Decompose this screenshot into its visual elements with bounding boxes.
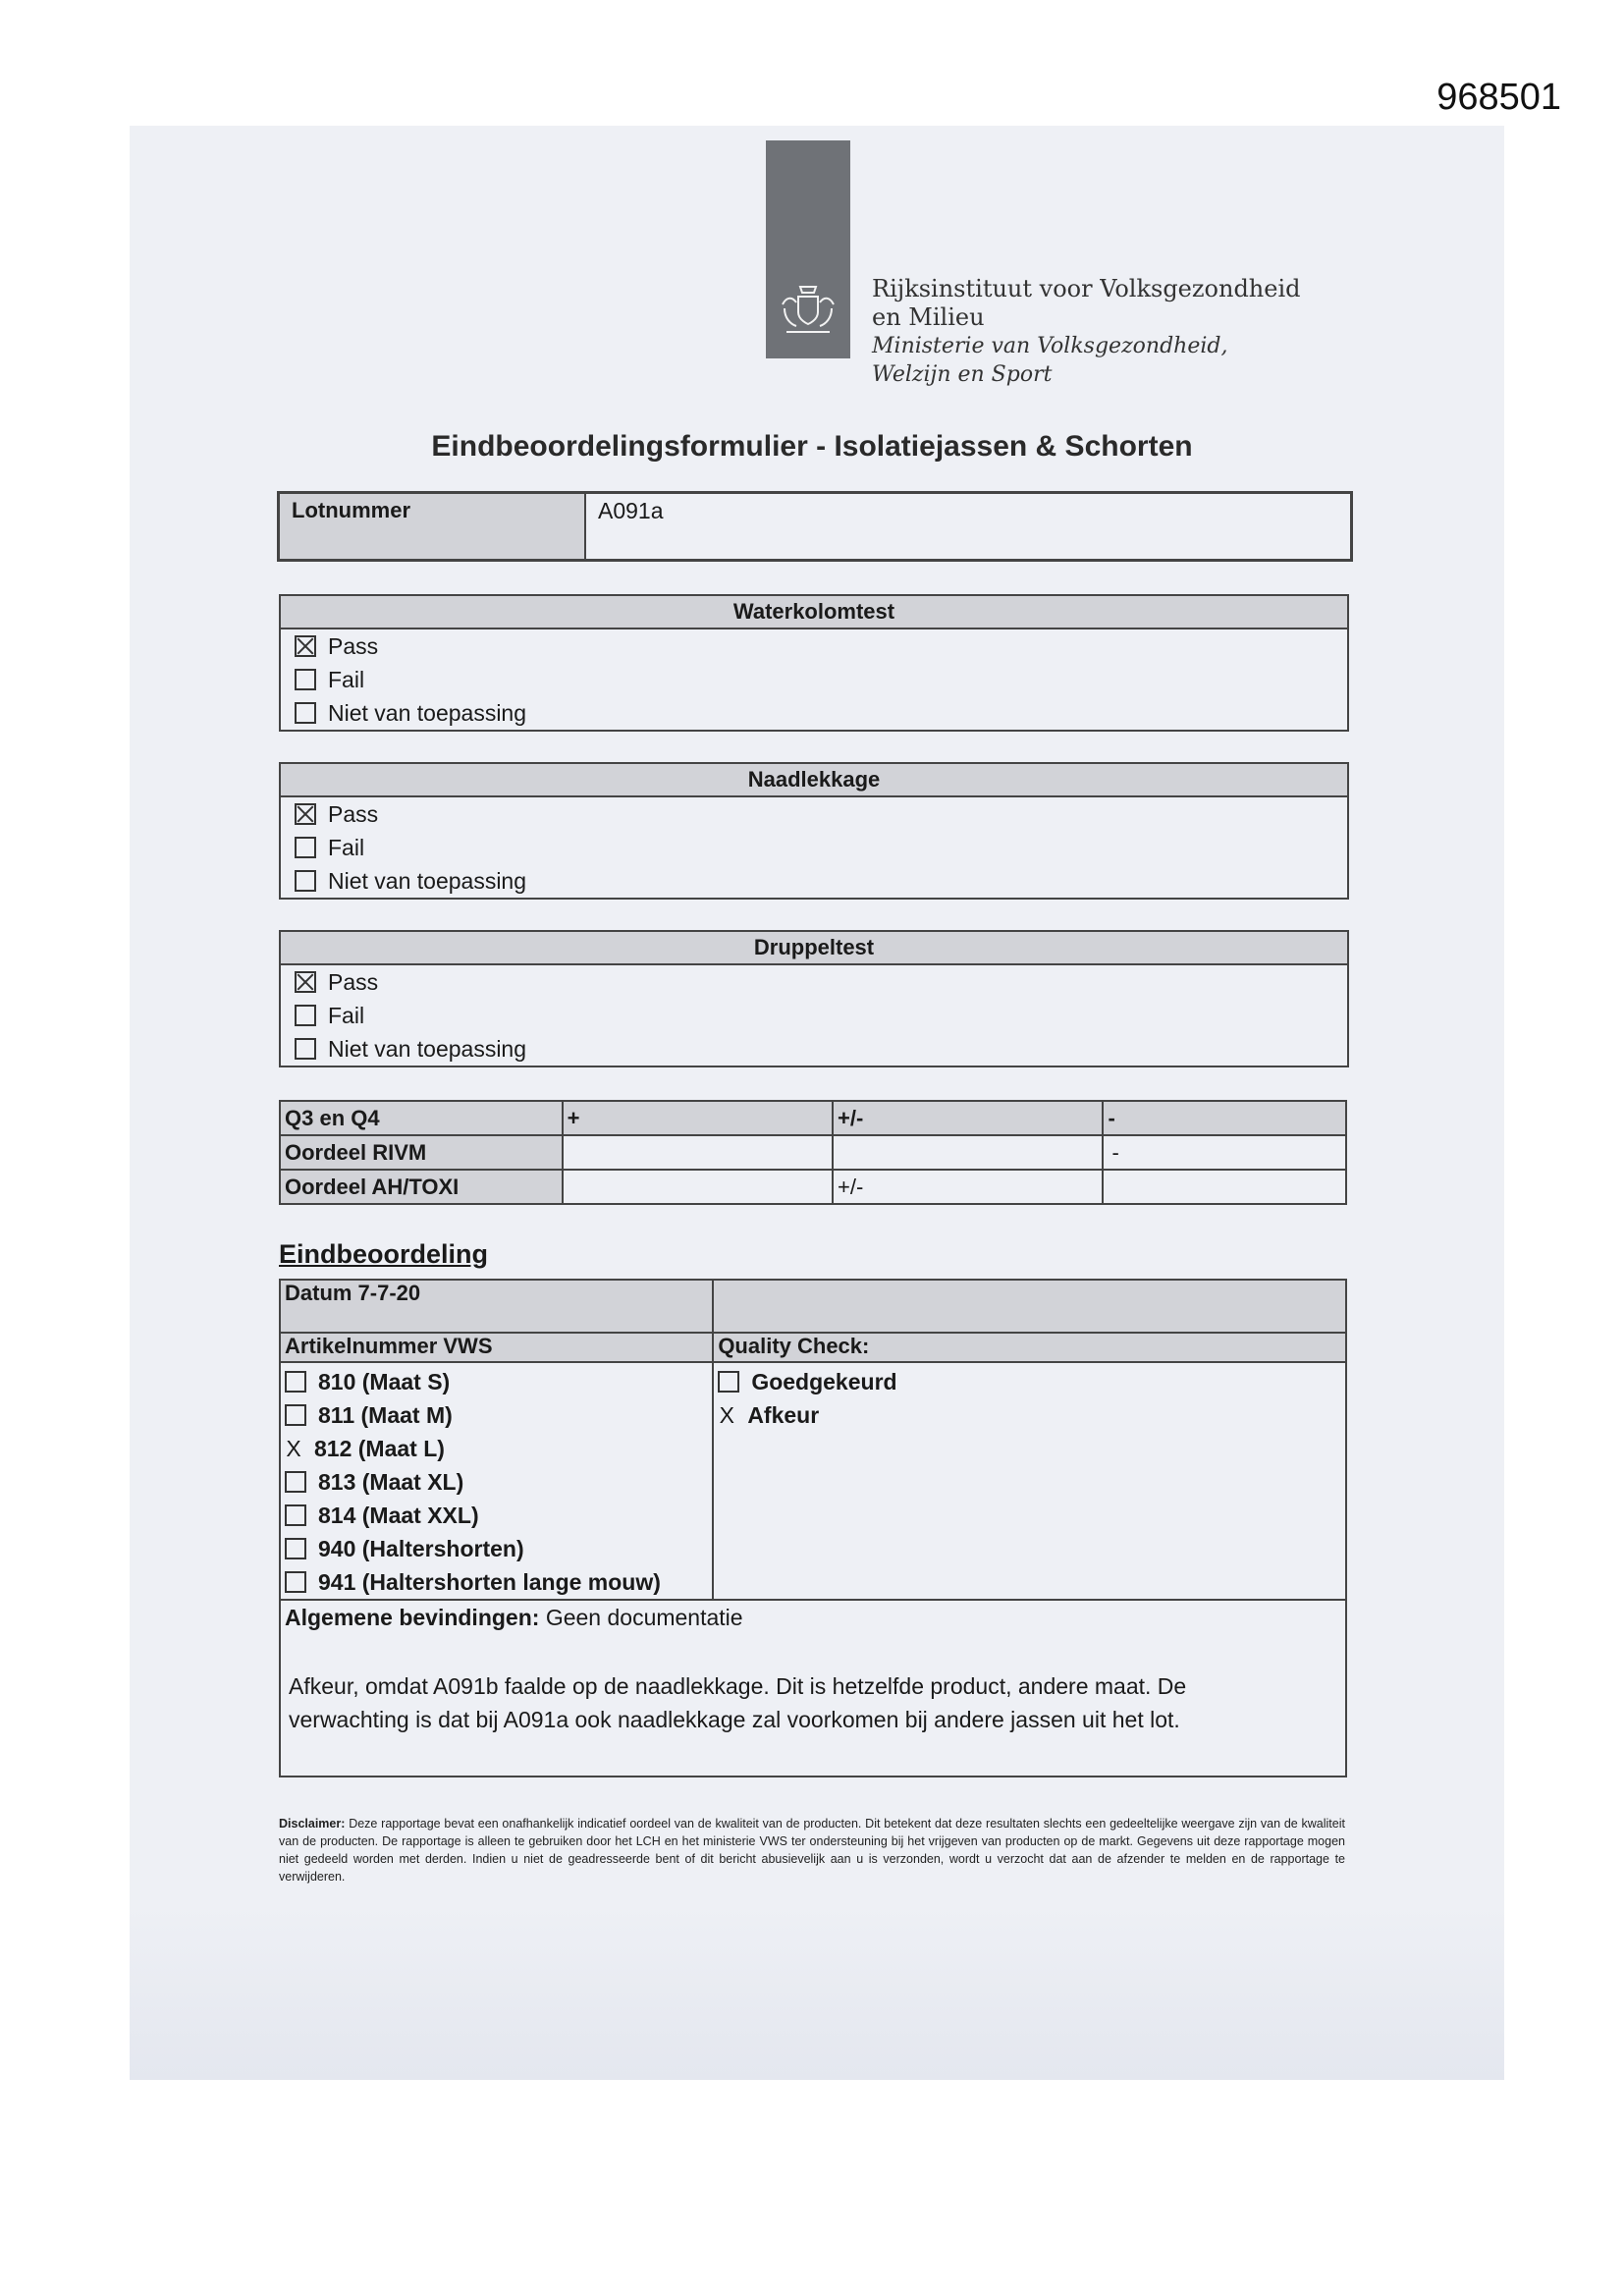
cell[interactable] [1103, 1170, 1346, 1204]
option-pass[interactable]: Pass [281, 965, 1347, 999]
checkbox[interactable] [285, 1371, 306, 1393]
x-mark[interactable]: X [719, 1402, 734, 1428]
findings-label: Algemene bevindingen: [285, 1605, 540, 1630]
option-pass[interactable]: Pass [281, 629, 1347, 663]
checkbox[interactable] [285, 1404, 306, 1426]
table-row [280, 1170, 1346, 1204]
option-pass[interactable]: Pass [281, 797, 1347, 831]
checkbox[interactable] [295, 1038, 316, 1060]
findings-cell[interactable] [280, 1600, 1346, 1777]
checkbox[interactable] [285, 1571, 306, 1593]
option-nvt[interactable]: Niet van toepassing [281, 1032, 1347, 1066]
lot-value[interactable]: A091a [598, 498, 664, 523]
checkbox[interactable] [285, 1504, 306, 1526]
checkbox[interactable] [718, 1371, 739, 1393]
crest-icon [773, 275, 843, 346]
checkbox[interactable] [295, 870, 316, 892]
table-row [280, 1135, 1346, 1170]
articles-list [280, 1362, 713, 1600]
cell: + [563, 1101, 833, 1135]
checkbox[interactable] [285, 1471, 306, 1493]
article-item[interactable]: X 812 (Maat L) [285, 1432, 708, 1465]
test-naadlekkage [279, 762, 1349, 900]
cell: - [1103, 1101, 1346, 1135]
date-cell: Datum 7-7-20 [280, 1280, 713, 1333]
test-title: Druppeltest [281, 932, 1347, 965]
final-title: Eindbeoordeling [279, 1239, 488, 1269]
table-row [280, 1362, 1346, 1600]
lot-box [277, 491, 1353, 562]
test-title: Naadlekkage [281, 764, 1347, 797]
disclaimer: Disclaimer: Deze rapportage bevat een onafhankelijk indicatief oordeel van de kwaliteit van de producten. Dit betekent dat deze resultaten slechts een gedeeltelijke weergave zijn van de kwaliteit van de producten. De rapportage is alleen te gebruiken door het LCH en het ministerie VWS ter ondersteuning bij het vrijgeven van producten op de markt. Gegevens uit deze rapportage mogen niet gedeeld worden met derden. Indien u niet de geadresseerde bent of dit bericht abusievelijk aan u is verzonden, wordt u verzocht dat aan de afzender te melden en de rapportage te verwijderen. [279, 1817, 1345, 1884]
cell[interactable] [833, 1135, 1103, 1170]
article-item[interactable]: 941 (Haltershorten lange mouw) [285, 1565, 708, 1599]
empty-cell [713, 1280, 1346, 1333]
article-item[interactable]: 810 (Maat S) [285, 1365, 708, 1398]
option-fail[interactable]: Fail [281, 663, 1347, 696]
quality-item[interactable]: Goedgekeurd [718, 1365, 1341, 1398]
checkbox[interactable] [295, 837, 316, 858]
checkbox-checked[interactable] [295, 971, 316, 993]
test-waterkolom [279, 594, 1349, 732]
article-item[interactable]: 940 (Haltershorten) [285, 1532, 708, 1565]
cell: +/- [833, 1101, 1103, 1135]
remark-text: Afkeur, omdat A091b faalde op de naadlekkage. Dit is hetzelfde product, andere maat. De verwachting is dat bij A091a ook naadlekkage zal voorkomen bij andere jassen uit het lot. [289, 1673, 1187, 1732]
rating-table [279, 1100, 1347, 1205]
row-label: Q3 en Q4 [280, 1101, 563, 1135]
article-item[interactable]: 811 (Maat M) [285, 1398, 708, 1432]
quality-header: Quality Check: [713, 1333, 1346, 1362]
document-number: 968501 [1436, 77, 1561, 118]
checkbox[interactable] [295, 702, 316, 724]
checkbox[interactable] [295, 1005, 316, 1026]
table-row [280, 1101, 1346, 1135]
cell[interactable] [563, 1135, 833, 1170]
option-fail[interactable]: Fail [281, 831, 1347, 864]
table-row [280, 1333, 1346, 1362]
quality-item[interactable]: X Afkeur [718, 1398, 1341, 1432]
quality-list [713, 1362, 1346, 1600]
row-label: Oordeel AH/TOXI [280, 1170, 563, 1204]
option-fail[interactable]: Fail [281, 999, 1347, 1032]
organization-name: Rijksinstituut voor Volksgezondheid en Milieu Ministerie van Volksgezondheid, Welzijn en Sport [872, 275, 1301, 387]
cell[interactable]: +/- [833, 1170, 1103, 1204]
table-row [280, 1600, 1346, 1777]
final-assessment-table [279, 1279, 1347, 1777]
checkbox[interactable] [285, 1538, 306, 1559]
option-nvt[interactable]: Niet van toepassing [281, 696, 1347, 730]
option-nvt[interactable]: Niet van toepassing [281, 864, 1347, 898]
lot-label: Lotnummer [280, 494, 586, 559]
test-title: Waterkolomtest [281, 596, 1347, 629]
article-item[interactable]: 814 (Maat XXL) [285, 1499, 708, 1532]
cell[interactable] [563, 1170, 833, 1204]
findings-value: Geen documentatie [545, 1605, 743, 1630]
articles-header: Artikelnummer VWS [280, 1333, 713, 1362]
checkbox-checked[interactable] [295, 635, 316, 657]
cell[interactable]: - [1103, 1135, 1346, 1170]
article-item[interactable]: 813 (Maat XL) [285, 1465, 708, 1499]
checkbox-checked[interactable] [295, 803, 316, 825]
x-mark[interactable]: X [286, 1436, 301, 1461]
test-druppeltest [279, 930, 1349, 1067]
table-row [280, 1280, 1346, 1333]
form-title: Eindbeoordelingsformulier - Isolatiejassen & Schorten [431, 430, 1193, 463]
row-label: Oordeel RIVM [280, 1135, 563, 1170]
checkbox[interactable] [295, 669, 316, 690]
